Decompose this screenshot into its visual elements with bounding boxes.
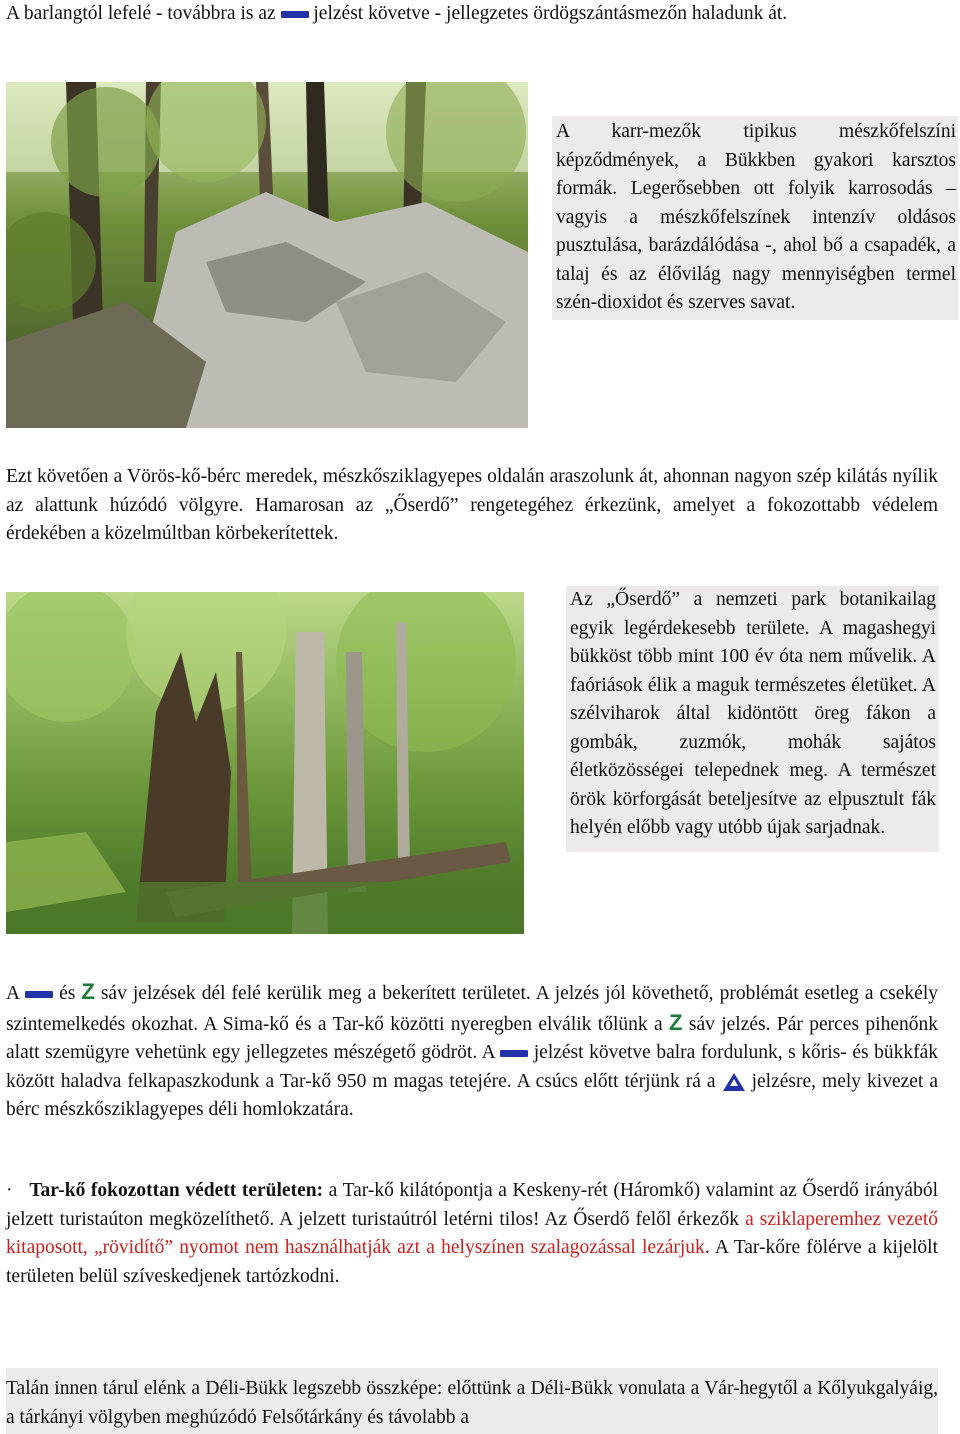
- oserdo-caption: Az „Őserdő” a nemzeti park botanikailag egyik legérdekesebb területe. A magashegyi bükköst több mint 100 év óta nem művelik. A faóriások élik a maguk természetes életüket. A szélviharok által kidöntött öreg fákon a gombák, zuzmók, mohák sajátos életközösségei telepednek meg. A természet örök körforgását beteljesítve az elpusztult fák helyén előbb vagy utóbb újak sarjadnak.: [566, 586, 939, 852]
- oserdo-photo: [6, 592, 524, 934]
- intro-paragraph: A barlangtól lefelé - továbbra is az jelzést követve - jellegzetes ördögszántásmezőn haladunk át.: [6, 3, 788, 24]
- paragraph-voros-ko: Ezt követően a Vörös-kő-bérc meredek, mészkősziklagyepes oldalán araszolunk át, ahonnan nagyon szép kilátás nyílik az alattunk húzódó völgyre. Hamarosan az „Őserdő” rengetegéhez érkezünk, amelyet a fokozottabb védelem érdekében a közelmúltban körbekerítettek.: [6, 466, 938, 544]
- blue-bar-icon: [25, 991, 53, 998]
- karr-caption: A karr-mezők tipikus mészkőfelszíni képződmények, a Bükkben gyakori karsztos formák. Legerősebben ott folyik karrosodás – vagyis a mészkőfelszínek intenzív oldásos pusztulása, barázdálódása -, ahol bő a csapadék, a talaj és az élővilág nagy mennyiségben termel szén-dioxidot és szerves savat.: [552, 116, 958, 320]
- green-z-icon: Z: [669, 1009, 683, 1035]
- paragraph-jelzesek: A és Z sáv jelzések dél felé kerülik meg a bekerített területet. A jelzés jól követhető, problémát esetleg a csekély szintemelkedés okozhat. A Sima-kő és a Tar-kő közötti nyeregben elválik tőlünk a Z sáv jelzés. Pár perces pihenőnk alatt szemügyre vehetünk egy jellegzetes mészégető gödröt. A jelzést követve balra fordulunk, s kőris- és bükkfák között haladva felkapaszkodunk a Tar-kő 950 m magas tetejére. A csúcs előtt térjünk rá a jelzésre, mely kivezet a bérc mészkősziklagyepes déli homlokzatára.: [6, 979, 938, 1120]
- paragraph-tar-ko-vedett: · Tar-kő fokozottan védett területen: a Tar-kő kilátópontja a Keskeny-rét (Háromkő) valamint az Őserdő irányából jelzett turistaúton megközelíthető. A jelzett turistaútról letérni tilos! Az Őserdő felől érkezők a sziklaperemhez vezető kitaposott, „rövidítő” nyomot nem használhatják azt a helyszínen szalagozással lezárjuk. A Tar-kőre fölérve a kijelölt területen belül szíveskedjenek tartózkodni.: [6, 1180, 938, 1287]
- paragraph-deli-bukk: Talán innen tárul elénk a Déli-Bükk legszebb összképe: előttünk a Déli-Bükk vonulata a Vár-hegytől a Kőlyukgalyáig, a tárkányi völgyben meghúzódó Felsőtárkány és távolabb a: [6, 1368, 938, 1434]
- blue-triangle-icon: [722, 1072, 746, 1092]
- blue-bar-icon: [500, 1050, 528, 1057]
- karr-field-photo: [6, 82, 528, 428]
- green-z-icon: Z: [81, 979, 95, 1004]
- blue-bar-icon: [281, 11, 309, 18]
